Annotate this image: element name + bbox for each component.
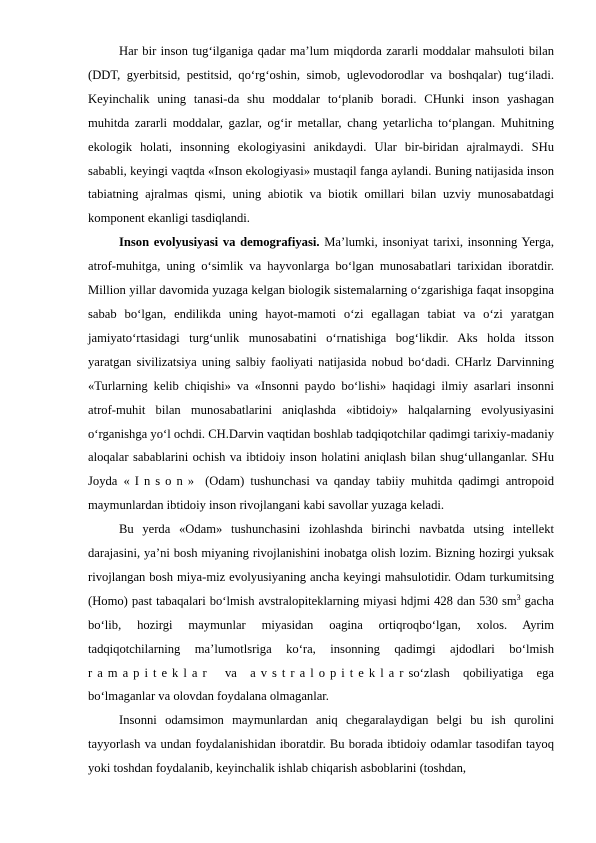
paragraph-text: Bu yerda «Odam» tushunchasini izohlashda birinchi navbatda utsing intellekt darajasini, ya’ni bosh miyaning rivojlanishini inobatga olish lozim. Bizning hozirgi yuksak rivojlangan bosh miya-miz evolyusiyaning ancha keyingi mahsulotidir. Odam turkumitsing (Homo) past tabaqalari bo‘lmish avstralopiteklarning miyasi hdjmi 428 dan 530 sm [88, 522, 554, 608]
spaced-term: «Inson» [123, 474, 200, 489]
paragraph-text: (Odam) tushunchasi va qanday tabiiy muhitda qadimgi antropoid maymunlardan ibtidoiy inson rivojlangani kabi savollar yuzaga keladi. [88, 474, 554, 513]
document-page [88, 40, 554, 781]
section-heading: Inson evolyusiyasi va demografiyasi. [119, 235, 320, 250]
paragraph-text: Ma’lumki, insoniyat tarixi, insonning Yerga, atrof-muhitga, uning o‘simlik va hayvonlarga bo‘lgan munosabatlari tarixidan iboratdir. Million yillar davomida yuzaga kelgan biologik sistemalarning o‘zgarishiga faqat insopgina sabab bo‘lgan, endilikda uning hayot-mamoti o‘zi egallagan tabiat va o‘zi yaratgan jamiyato‘rtasidagi turg‘unlik munosabatini o‘rnatishiga bog‘likdir. Aks holda itsson yaratgan sivilizatsiya uning salbiy faoliyati natijasida nobud bo‘dadi. CHarlz Darvinning «Turlarning kelib chiqishi» va «Insonni paydo bo‘lishi» haqidagi ilmiy asarlari insonni atrof-muhit bilan munosabatlarini aniqlashda «ibtidoiy» halqalarning evolyusiyasini o‘rganishga yo‘l ochdi. CH.Darvin vaqtidan boshlab tadqiqotchilar qadimgi tarixiy-madaniy aloqalar sabablarini ochish va ibtidoiy inson holatini aniqlash bilan shug‘ullanganlar. SHu Joyda [88, 235, 554, 489]
paragraph-intellect [88, 518, 554, 709]
paragraph-text: gacha bo‘lib, hozirgi maymunlar miyasidan oagina ortiqroqbo‘lgan, xolos. Ayrim tadqiqotchilarning ma’lumotlsriga ko‘ra, insonning qadimgi ajdodlari bo‘lmish [88, 593, 554, 656]
spaced-term: avstralopiteklar [250, 665, 409, 680]
paragraph-text: va [211, 665, 251, 680]
paragraph-intro: Har bir inson tug‘ilganiga qadar ma’lum miqdorda zararli moddalar mahsuloti bilan (DDT, gyerbitsid, pestitsid, qo‘rg‘oshin, simob, uglevodorodlar va boshqalar) tug‘iladi. Keyinchalik uning tanasi-da shu moddalar to‘planib boradi. CHunki inson yashagan muhitda zararli moddalar, gazlar, og‘ir metallar, chang yetarlicha to‘plangan. Muhitning ekologik holati, insonning ekologiyasini anikdaydi. Ular bir-biridan ajralmaydi. SHu sababli, keyingi vaqtda «Inson ekologiyasi» mustaqil fanga aylandi. Buning natijasida inson tabiatning ajralmas qismi, uning abiotik va biotik omillari bilan uzviy munosabatdagi komponent ekanligi tasdiqlandi. [88, 44, 554, 226]
paragraph-tools: Insonni odamsimon maymunlardan aniq chegaralaydigan belgi bu ish qurolini tayyorlash va undan foydalanishidan iboratdir. Bu borada ibtidoiy odamlar tasodifan tayoq yoki toshdan foydalanib, keyinchalik ishlab chiqarish asboblarini (toshdan, [88, 713, 554, 776]
spaced-term: ramapiteklar [88, 665, 212, 680]
superscript: 3 [516, 592, 521, 602]
paragraph-text: so‘zlash qobiliyatiga ega bo‘lmaganlar va olovdan foydalana olmaganlar. [88, 665, 554, 704]
paragraph-evolution [88, 231, 554, 518]
